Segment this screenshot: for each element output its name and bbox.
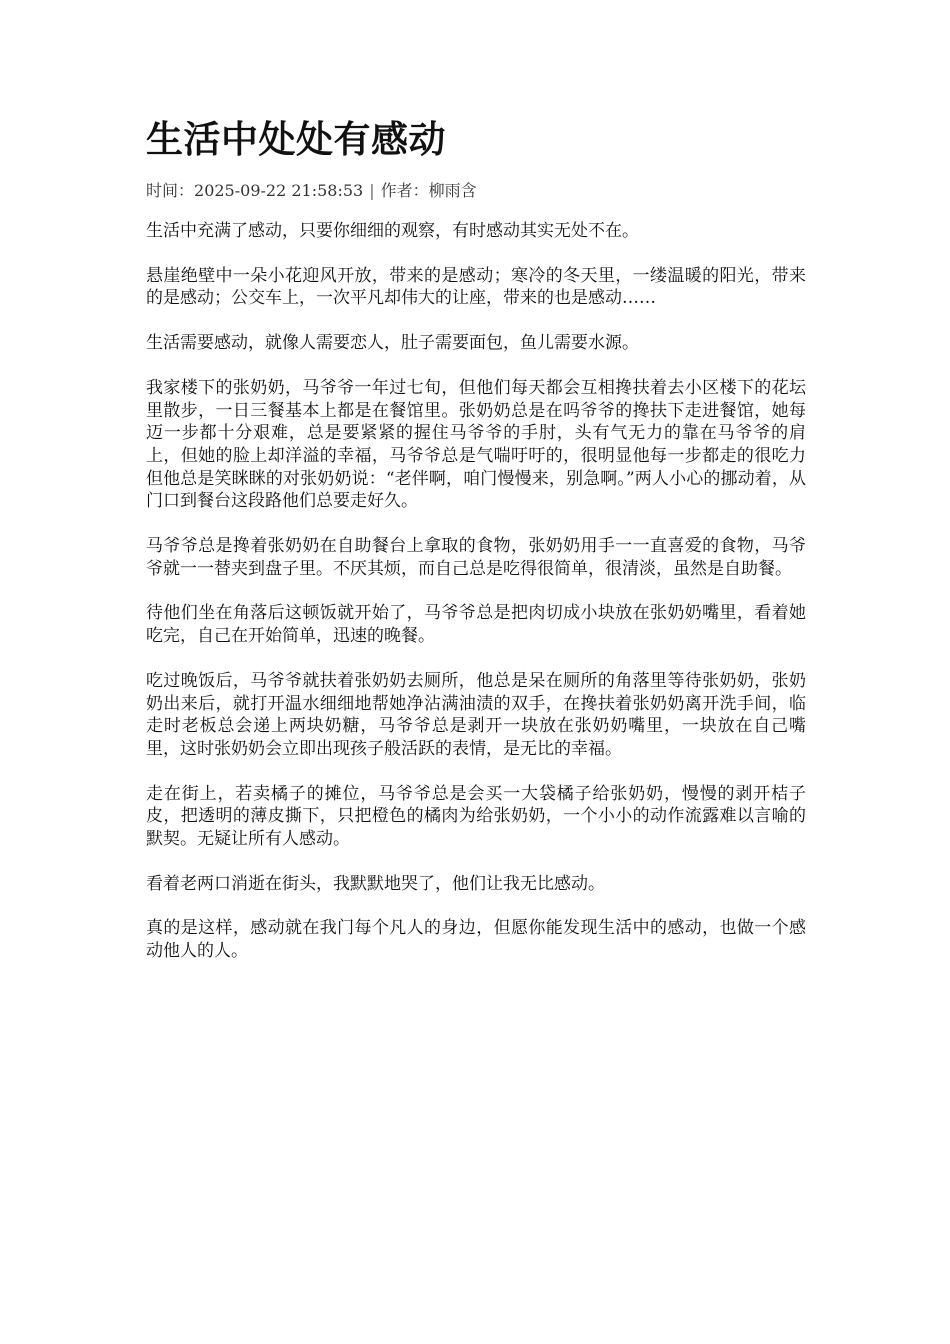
paragraph: 生活中充满了感动，只要你细细的观察，有时感动其实无处不在。 [146,221,639,241]
paragraph: 吃过晚饭后，马爷爷就扶着张奶奶去厕所，他总是呆在厕所的角落里等待张奶奶，张奶奶出来后，就打开温水细细地帮她净沾满油渍的双手，在搀扶着张奶奶离开洗手间，临走时老板总会递上两块奶糖，马爷爷总是剥开一块放在张奶奶嘴里，一块放在自己嘴里，这时张奶奶会立即出现孩子般活跃的表情，是无比的幸福。 [146,670,806,759]
article-title: 生活中处处有感动 [146,118,446,161]
author-value: 柳雨含 [428,181,477,200]
article-meta [146,180,806,202]
paragraph: 我家楼下的张奶奶，马爷爷一年过七旬，但他们每天都会互相搀扶着去小区楼下的花坛里散步，一日三餐基本上都是在餐馆里。张奶奶总是在吗爷爷的搀扶下走进餐馆，她每迈一步都十分艰难，总是要紧紧的握住马爷爷的手肘，头有气无力的靠在马爷爷的肩上，但她的脸上却洋溢的幸福，马爷爷总是气喘吁吁的，很明显他每一步都走的很吃力但他总是笑眯眯的对张奶奶说：“老伴啊，咱门慢慢来，别急啊。”两人小心的挪动着，从门口到餐台这段路他们总要走好久。 [146,377,806,512]
paragraph: 走在街上，若卖橘子的摊位，马爷爷总是会买一大袋橘子给张奶奶，慢慢的剥开桔子皮，把透明的薄皮撕下，只把橙色的橘肉为给张奶奶，一个小小的动作流露难以言喻的默契。无疑让所有人感动。 [146,783,806,850]
time-value: 2025-09-22 21:58:53 [194,181,364,200]
paragraph: 待他们坐在角落后这顿饭就开始了，马爷爷总是把肉切成小块放在张奶奶嘴里，看着她吃完，自己在开始简单，迅速的晚餐。 [146,603,806,647]
paragraph: 真的是这样，感动就在我门每个凡人的身边，但愿你能发现生活中的感动，也做一个感动他人的人。 [146,918,806,962]
author-label: 作者： [380,181,429,200]
article-body [146,220,806,963]
paragraph: 悬崖绝壁中一朵小花迎风开放，带来的是感动；寒冷的冬天里，一缕温暖的阳光，带来的是感动；公交车上，一次平凡却伟大的让座，带来的也是感动…… [146,265,806,309]
paragraph: 马爷爷总是搀着张奶奶在自助餐台上拿取的食物，张奶奶用手一一直喜爱的食物，马爷爷就一一替夹到盘子里。不厌其烦，而自己总是吃得很简单，很清淡，虽然是自助餐。 [146,536,806,579]
paragraph: 生活需要感动，就像人需要恋人，肚子需要面包，鱼儿需要水源。 [146,333,639,354]
meta-separator: | [369,181,375,200]
paragraph: 看着老两口消逝在街头，我默默地哭了，他们让我无比感动。 [146,873,605,894]
article [146,112,806,985]
time-label: 时间： [146,181,195,200]
